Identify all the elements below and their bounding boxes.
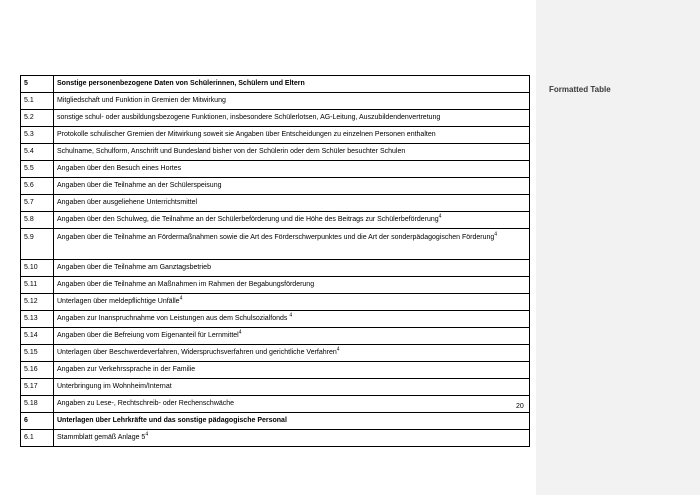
row-text: Mitgliedschaft und Funktion in Gremien der Mitwirkung — [57, 97, 226, 104]
row-text: Schulname, Schulform, Anschrift und Bundesland bisher von der Schülerin oder dem Schüler besuchter Schulen — [57, 148, 406, 155]
footnote-marker: 4 — [336, 346, 340, 353]
row-number: 6.1 — [21, 430, 54, 447]
row-text: Angaben über die Teilnahme an der Schülerspeisung — [57, 182, 222, 189]
row-text: Angaben über die Teilnahme am Ganztagsbetrieb — [57, 264, 211, 271]
row-number: 5.16 — [21, 362, 54, 379]
row-text: Angaben zur Verkehrssprache in der Familie — [57, 366, 196, 373]
table-row — [21, 430, 530, 447]
row-number: 5.15 — [21, 345, 54, 362]
table-row — [21, 212, 530, 229]
row-text: Stammblatt gemäß Anlage 5 — [57, 434, 146, 441]
row-number: 5.2 — [21, 110, 54, 127]
row-description — [54, 362, 530, 379]
table-row — [21, 379, 530, 396]
row-description — [54, 379, 530, 396]
row-description — [54, 311, 530, 328]
data-table — [20, 75, 530, 447]
row-description — [54, 229, 530, 260]
row-text: Unterlagen über meldepflichtige Unfälle — [57, 298, 180, 305]
row-text: Angaben über die Teilnahme an Fördermaßnahmen sowie die Art des Förderschwerpunktes und die Art der sonderpädagogischen Förderung — [57, 234, 495, 241]
table-row — [21, 127, 530, 144]
footnote-marker: 4 — [289, 312, 293, 319]
page-number: 20 — [516, 403, 524, 410]
footnote-marker: 4 — [238, 329, 242, 336]
row-number: 5.5 — [21, 161, 54, 178]
row-text: Protokolle schulischer Gremien der Mitwirkung soweit sie Angaben über Entscheidungen zu einzelnen Personen enthalten — [57, 131, 436, 138]
row-text: Angaben zur Inanspruchnahme von Leistungen aus dem Schulsozialfonds — [57, 315, 290, 322]
table-row — [21, 362, 530, 379]
row-description — [54, 430, 530, 447]
table-row — [21, 294, 530, 311]
row-description — [54, 76, 530, 93]
row-number: 5.13 — [21, 311, 54, 328]
table-row — [21, 277, 530, 294]
row-text: Angaben zu Lese-, Rechtschreib- oder Rechenschwäche — [57, 400, 235, 407]
row-text: sonstige schul- oder ausbildungsbezogene Funktionen, insbesondere Schülerlotsen, AG-Leitung, Auszubildendenvertretung — [57, 114, 441, 121]
table-row — [21, 229, 530, 260]
table-row — [21, 93, 530, 110]
row-number: 5.4 — [21, 144, 54, 161]
table-row — [21, 396, 530, 413]
row-description — [54, 161, 530, 178]
row-number: 5.12 — [21, 294, 54, 311]
row-description — [54, 294, 530, 311]
row-description — [54, 212, 530, 229]
row-description — [54, 345, 530, 362]
table-row — [21, 195, 530, 212]
table-row — [21, 144, 530, 161]
row-number: 5 — [21, 76, 54, 93]
row-description — [54, 144, 530, 161]
row-number: 6 — [21, 413, 54, 430]
row-text: Unterlagen über Beschwerdeverfahren, Widerspruchsverfahren und gerichtliche Verfahren — [57, 349, 337, 356]
table-row — [21, 178, 530, 195]
footnote-marker: 4 — [438, 213, 442, 220]
row-text: Unterlagen über Lehrkräfte und das sonstige pädagogische Personal — [57, 417, 287, 424]
table-row — [21, 345, 530, 362]
row-number: 5.10 — [21, 260, 54, 277]
row-description — [54, 277, 530, 294]
row-text: Angaben über ausgeliehene Unterrichtsmittel — [57, 199, 198, 206]
row-description — [54, 93, 530, 110]
row-number: 5.7 — [21, 195, 54, 212]
row-description — [54, 127, 530, 144]
row-description — [54, 195, 530, 212]
row-text: Angaben über die Befreiung vom Eigenanteil für Lernmittel — [57, 332, 239, 339]
footnote-marker: 4 — [179, 295, 183, 302]
section-row — [21, 76, 530, 93]
row-description — [54, 328, 530, 345]
row-number: 5.3 — [21, 127, 54, 144]
table-row — [21, 161, 530, 178]
row-number: 5.17 — [21, 379, 54, 396]
row-number: 5.18 — [21, 396, 54, 413]
footnote-marker: 4 — [145, 431, 149, 438]
row-number: 5.8 — [21, 212, 54, 229]
row-number: 5.9 — [21, 229, 54, 260]
row-description — [54, 260, 530, 277]
row-text: Angaben über die Teilnahme an Maßnahmen im Rahmen der Begabungsförderung — [57, 281, 315, 288]
table-row — [21, 260, 530, 277]
row-text: Unterbringung im Wohnheim/Internat — [57, 383, 172, 390]
row-number: 5.11 — [21, 277, 54, 294]
table-row — [21, 311, 530, 328]
row-text: Sonstige personenbezogene Daten von Schülerinnen, Schülern und Eltern — [57, 80, 305, 87]
row-description — [54, 178, 530, 195]
comment-pane-title: Formatted Table — [549, 85, 611, 94]
section-row — [21, 413, 530, 430]
footnote-marker: 4 — [494, 231, 498, 238]
comment-pane — [536, 0, 700, 495]
row-description — [54, 396, 530, 413]
row-text: Angaben über den Schulweg, die Teilnahme an der Schülerbeförderung und die Höhe des Beitrags zur Schülerbeförderung — [57, 216, 439, 223]
table-body — [21, 76, 530, 447]
row-text: Angaben über den Besuch eines Hortes — [57, 165, 182, 172]
row-number: 5.6 — [21, 178, 54, 195]
table-row — [21, 110, 530, 127]
row-description — [54, 413, 530, 430]
row-number: 5.14 — [21, 328, 54, 345]
row-number: 5.1 — [21, 93, 54, 110]
table-row — [21, 328, 530, 345]
row-description — [54, 110, 530, 127]
